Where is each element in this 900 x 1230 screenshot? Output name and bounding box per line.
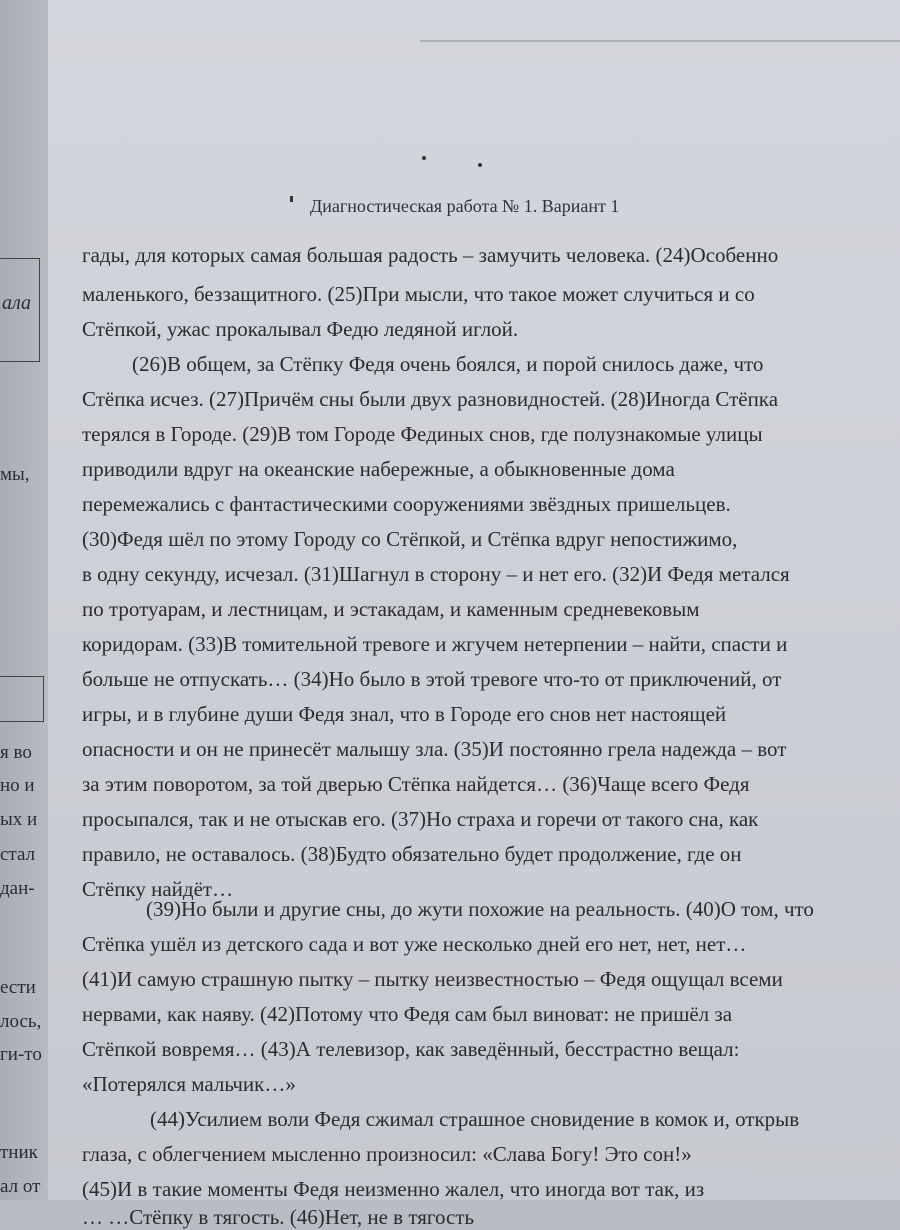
text-line: … …Стёпку в тягость. (46)Нет, не в тягость bbox=[82, 1205, 475, 1229]
margin-fragment: стал bbox=[0, 844, 36, 865]
text-line: глаза, с облегчением мысленно произносил: «Слава Богу! Это сон!» bbox=[82, 1142, 692, 1166]
page-header: Диагностическая работа № 1. Вариант 1 bbox=[310, 196, 620, 216]
margin-fragment: ых и bbox=[0, 809, 38, 830]
print-mark bbox=[290, 196, 293, 202]
margin-fragment: лось, bbox=[0, 1011, 42, 1032]
text-line: гады, для которых самая большая радость – замучить человека. (24)Особенно bbox=[82, 243, 779, 267]
margin-fragment: ал от bbox=[0, 1176, 41, 1197]
print-dot bbox=[422, 156, 426, 160]
text-line: по тротуарам, и лестницам, и эстакадам, и каменным средневековым bbox=[82, 597, 700, 621]
text-line: «Потерялся мальчик…» bbox=[82, 1072, 296, 1096]
margin-fragment: дан- bbox=[0, 878, 35, 899]
text-line: (30)Федя шёл по этому Городу со Стёпкой, и Стёпка вдруг непостижимо, bbox=[82, 527, 738, 551]
text-line: больше не отпускать… (34)Но было в этой тревоге что-то от приключений, от bbox=[82, 667, 782, 691]
adjacent-page bbox=[0, 0, 48, 1200]
margin-fragment: ги-то bbox=[0, 1044, 42, 1065]
text-line: Стёпка исчез. (27)Причём сны были двух разновидностей. (28)Иногда Стёпка bbox=[82, 387, 779, 411]
text-line: (39)Но были и другие сны, до жути похожие на реальность. (40)О том, что bbox=[146, 897, 814, 921]
text-line: (41)И самую страшную пытку – пытку неизвестностью – Федя ощущал всеми bbox=[82, 967, 783, 991]
text-line: приводили вдруг на океанские набережные, а обыкновенные дома bbox=[82, 457, 675, 481]
text-line: маленького, беззащитного. (25)При мысли, что такое может случиться и со bbox=[82, 282, 755, 306]
text-line: просыпался, так и не отыскав его. (37)Но страха и горечи от такого сна, как bbox=[82, 807, 759, 831]
text-line: (44)Усилием воли Федя сжимал страшное сновидение в комок и, открыв bbox=[150, 1107, 800, 1131]
margin-fragment: ести bbox=[0, 977, 36, 998]
margin-fragment: я во bbox=[0, 742, 32, 763]
text-line: игры, и в глубине души Федя знал, что в Городе его снов нет настоящей bbox=[82, 702, 727, 726]
text-line: в одну секунду, исчезал. (31)Шагнул в сторону – и нет его. (32)И Федя метался bbox=[82, 562, 790, 586]
page-fold-line bbox=[420, 40, 900, 42]
print-dot bbox=[478, 163, 482, 167]
margin-fragment: тник bbox=[0, 1142, 38, 1163]
text-line: (26)В общем, за Стёпку Федя очень боялся, и порой снилось даже, что bbox=[132, 352, 764, 376]
text-line: Стёпку найдёт… bbox=[82, 877, 234, 901]
margin-fragment: мы, bbox=[0, 464, 30, 485]
text-line: Стёпка ушёл из детского сада и вот уже несколько дней его нет, нет, нет… bbox=[82, 932, 747, 956]
text-line: за этим поворотом, за той дверью Стёпка найдется… (36)Чаще всего Федя bbox=[82, 772, 750, 796]
text-line: опасности и он не принесёт малышу зла. (35)И постоянно грела надежда – вот bbox=[82, 737, 787, 761]
text-line: Стёпкой, ужас прокалывал Федю ледяной иглой. bbox=[82, 317, 519, 341]
text-line: (45)И в такие моменты Федя неизменно жалел, что иногда вот так, из bbox=[82, 1177, 705, 1201]
text-line: Стёпкой вовремя… (43)А телевизор, как заведённый, бесстрастно вещал: bbox=[82, 1037, 740, 1061]
text-line: правило, не оставалось. (38)Будто обязательно будет продолжение, где он bbox=[82, 842, 742, 866]
margin-box-label: ала bbox=[2, 292, 31, 314]
margin-fragment: но и bbox=[0, 775, 35, 796]
text-line: терялся в Городе. (29)В том Городе Фединых снов, где полузнакомые улицы bbox=[82, 422, 763, 446]
text-line: нервами, как наяву. (42)Потому что Федя сам был виноват: не пришёл за bbox=[82, 1002, 733, 1026]
text-line: перемежались с фантастическими сооружениями звёздных пришельцев. bbox=[82, 492, 731, 516]
text-line: коридорам. (33)В томительной тревоге и жгучем нетерпении – найти, спасти и bbox=[82, 632, 788, 656]
margin-box-bottom bbox=[0, 676, 44, 722]
